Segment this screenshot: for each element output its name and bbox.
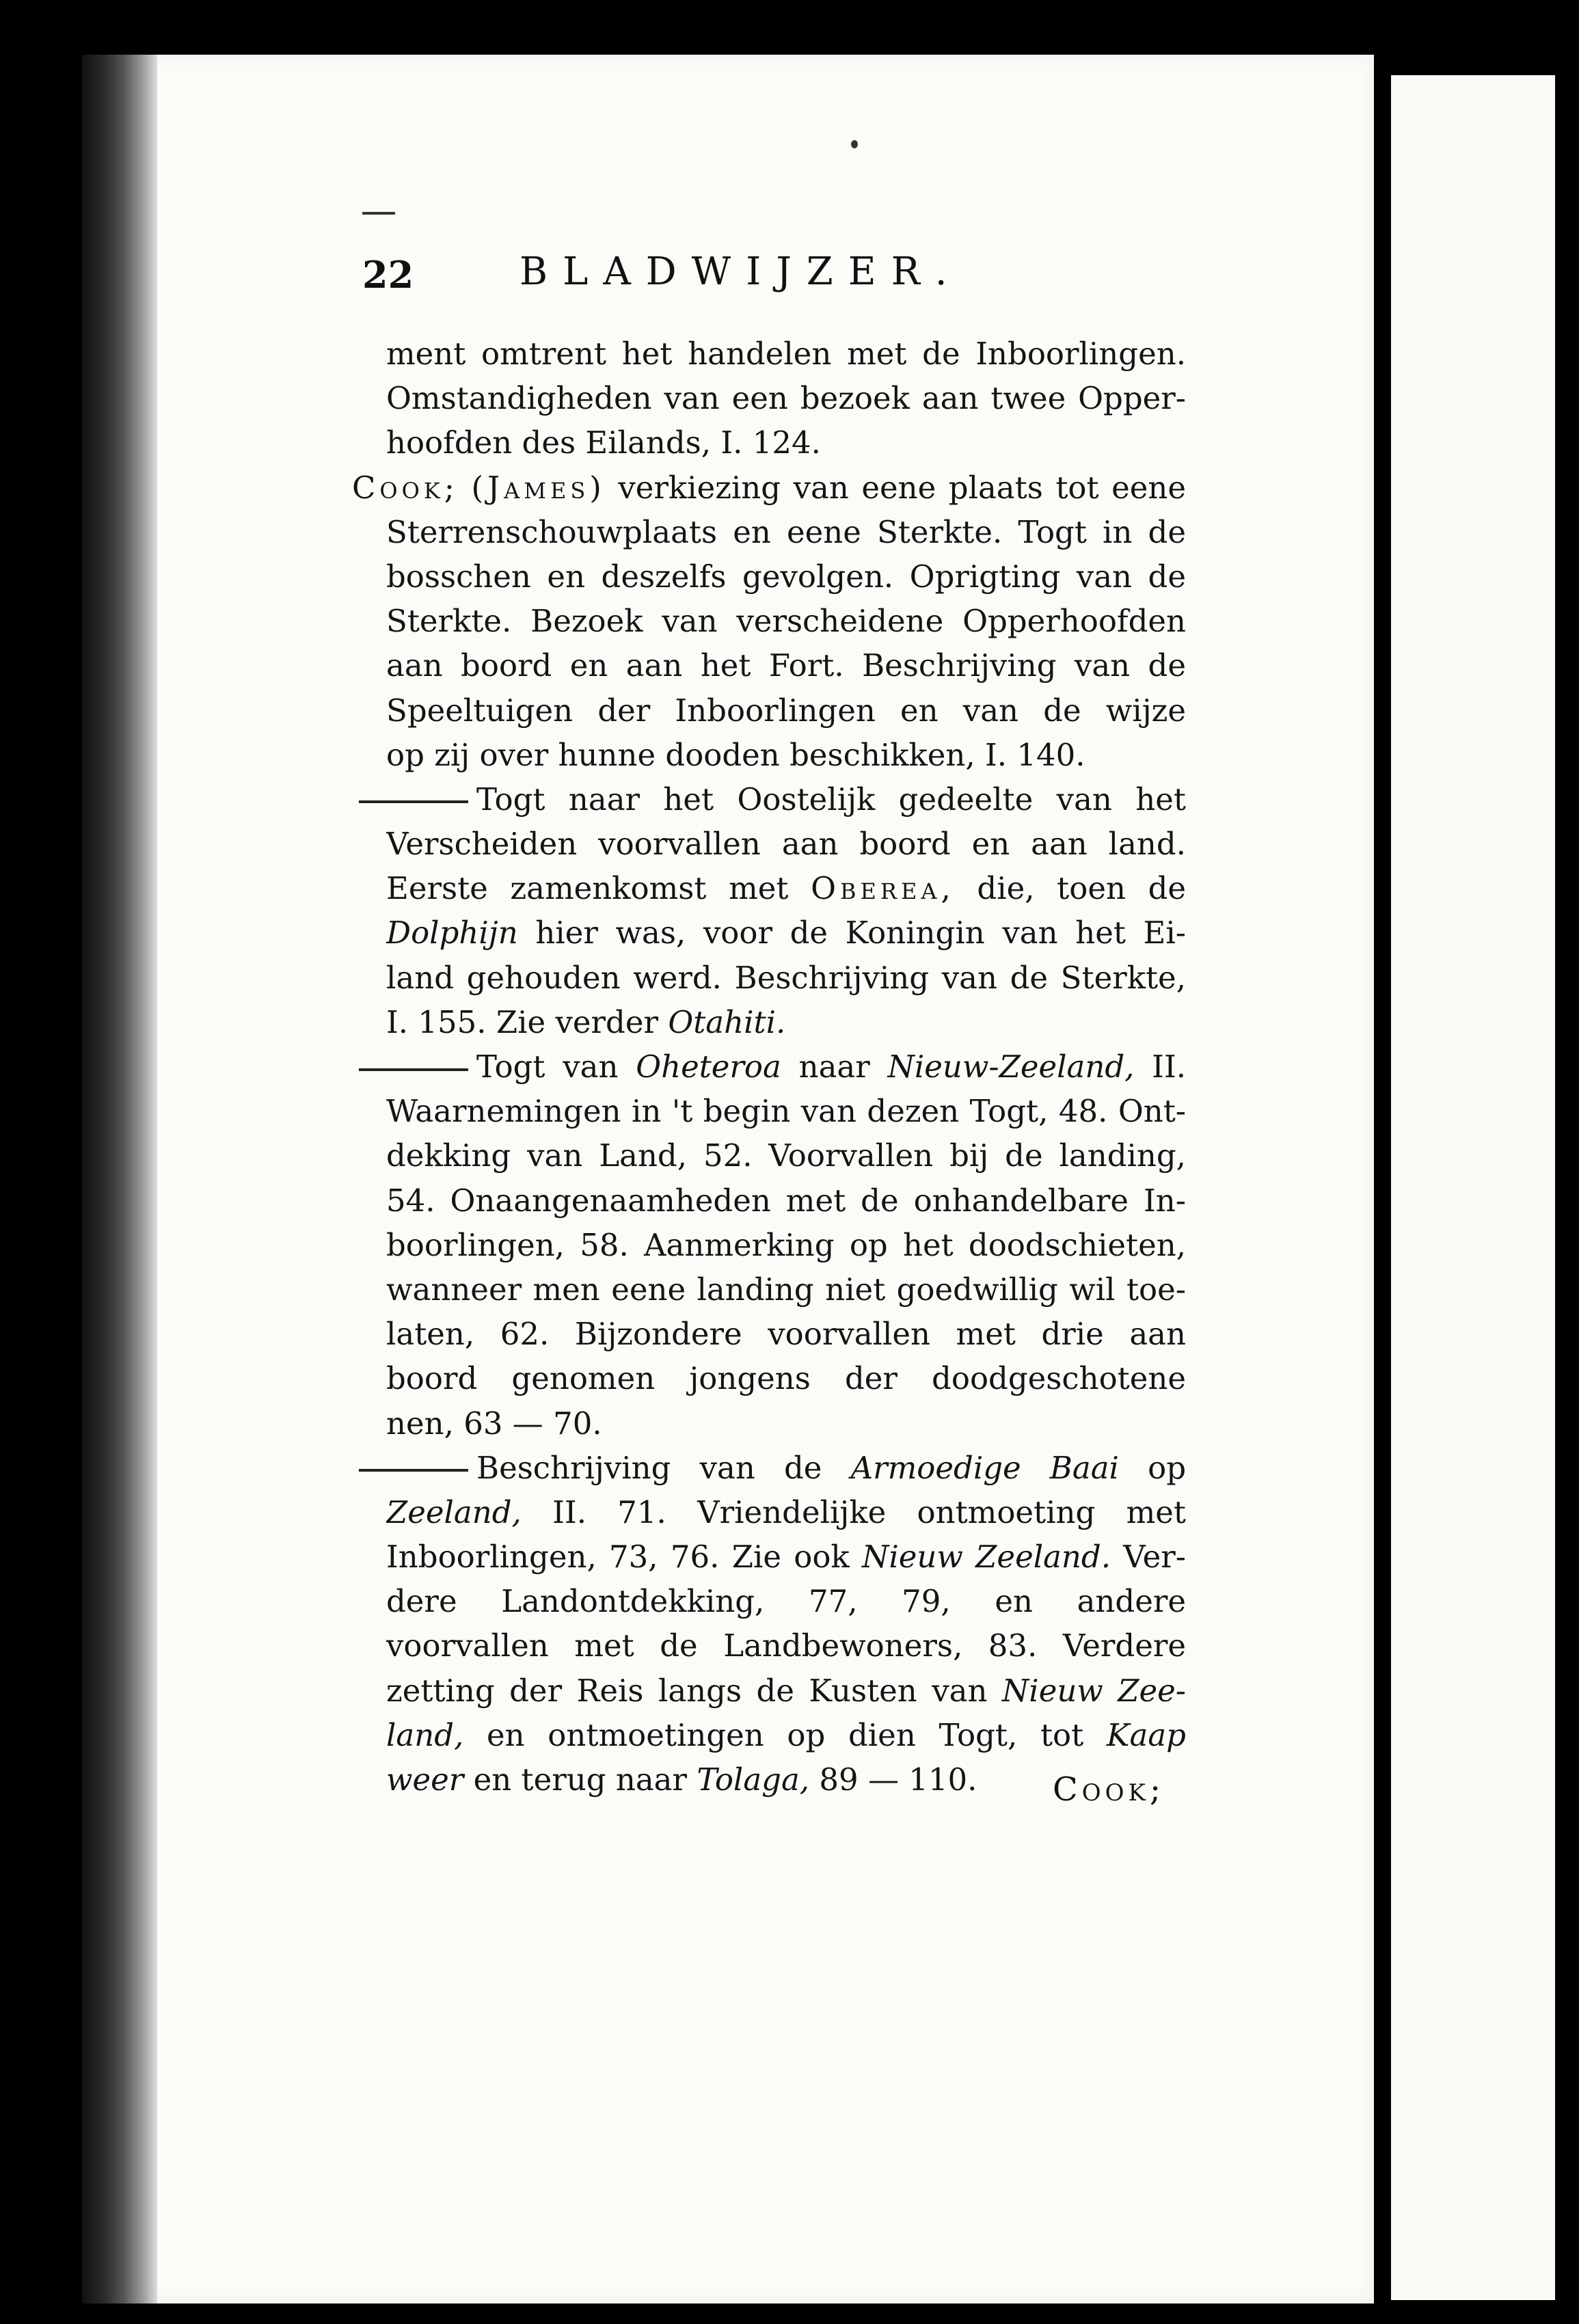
text-line: boord genomen jongens der doodgeschotene <box>386 1360 1186 1397</box>
text-line: Sterkte. Bezoek van verscheidene Opperhoofden <box>386 603 1186 640</box>
text-line: Eerste zamenkomst met Oberea, die, toen de <box>386 870 1186 907</box>
text-line: bosschen en deszelfs gevolgen. Oprigting van de <box>386 558 1186 595</box>
text-line: nen, 63 — 70. <box>386 1405 602 1442</box>
text-line: laten, 62. Bijzondere voorvallen met drie aan <box>386 1316 1186 1353</box>
text-line: land, en ontmoetingen op dien Togt, tot Kaap <box>386 1716 1186 1753</box>
repeat-dash <box>359 1469 468 1472</box>
entry-line: Beschrijving van de Armoedige Baai op <box>359 1446 1186 1490</box>
text-line: I. 155. Zie verder Otahiti. <box>386 1003 786 1040</box>
ornament-dot <box>851 140 858 148</box>
text-line: voorvallen met de Landbewoners, 83. Verdere <box>386 1627 1186 1664</box>
text-line: op zij over hunne dooden beschikken, I. 140. <box>386 736 1085 773</box>
repeat-dash <box>359 1068 468 1071</box>
text-line: Verscheiden voorvallen aan boord en aan land. <box>386 826 1186 863</box>
entry-line: Togt van Oheteroa naar Nieuw-Zeeland, II. <box>359 1044 1186 1089</box>
text-line: Zeeland, II. 71. Vriendelijke ontmoeting met <box>386 1494 1186 1530</box>
text-line: aan boord en aan het Fort. Beschrijving van de <box>386 647 1186 684</box>
text-line: zetting der Reis langs de Kusten van Nieuw Zee- <box>386 1672 1186 1709</box>
page-binding-shadow <box>82 55 157 2303</box>
entry-heading-line: Cook; (James) verkiezing van eene plaats tot eene <box>352 469 1186 506</box>
text-line: land gehouden werd. Beschrijving van de Sterkte, <box>386 959 1186 996</box>
text-line: Speeltuigen der Inboorlingen en van de wijze <box>386 692 1186 729</box>
text-line: Inboorlingen, 73, 76. Zie ook Nieuw Zeeland. Ver- <box>386 1539 1186 1576</box>
text-line: ment omtrent het handelen met de Inboorlingen. <box>386 336 1186 372</box>
text-line: Waarnemingen in 't begin van dezen Togt, 48. Ont- <box>386 1093 1186 1130</box>
text-line: hoofden des Eilands, I. 124. <box>386 424 821 461</box>
text-line: wanneer men eene landing niet goedwillig wil toe- <box>386 1271 1186 1308</box>
text-line: Omstandigheden van een bezoek aan twee Opper- <box>386 380 1186 417</box>
text-line: dekking van Land, 52. Voorvallen bij de landing, <box>386 1137 1186 1174</box>
text-line: weer en terug naar Tolaga, 89 — 110. <box>386 1761 977 1798</box>
ornament-dash <box>362 212 395 215</box>
text-line: dere Landontdekking, 77, 79, en andere <box>386 1583 1186 1620</box>
text-line: Sterrenschouwplaats en eene Sterkte. Togt in de <box>386 513 1186 550</box>
repeat-dash <box>359 800 468 803</box>
running-head: BLADWIJZER. <box>519 249 962 294</box>
text-line: boorlingen, 58. Aanmerking op het doodschieten, <box>386 1226 1186 1263</box>
text-line: 54. Onaangenaamheden met de onhandelbare In- <box>386 1182 1186 1219</box>
index-text <box>352 332 1186 1802</box>
entry-name: Cook; <box>352 469 459 506</box>
text-line: Dolphijn hier was, voor de Koningin van het Ei- <box>386 915 1186 951</box>
page-number: 22 <box>362 253 414 297</box>
catchword: Cook; <box>1053 1770 1165 1809</box>
facing-page-edge <box>1391 75 1555 2300</box>
entry-line: Togt naar het Oostelijk gedeelte van het <box>359 777 1186 822</box>
